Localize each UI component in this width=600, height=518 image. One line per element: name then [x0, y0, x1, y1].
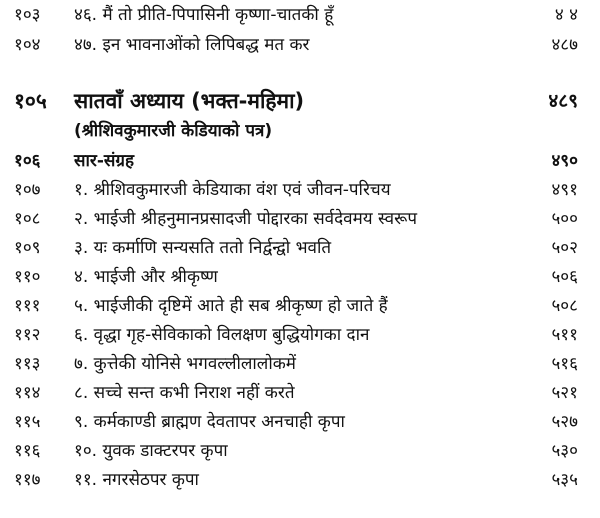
toc-entry	[0, 31, 600, 59]
entry-number: ११२	[14, 325, 41, 345]
entry-number: १०६	[14, 151, 41, 171]
chapter-heading	[0, 87, 600, 115]
toc-entry	[0, 321, 600, 349]
entry-number: १०४	[14, 35, 41, 55]
entry-title: ४६. मैं तो प्रीति-पिपासिनी कृष्णा-चातकी हूँ	[74, 5, 334, 25]
entry-page: ४९०	[551, 151, 578, 171]
entry-page: ४ ४	[554, 5, 578, 25]
entry-title: ६. वृद्धा गृह-सेविकाको विलक्षण बुद्धियोगका दान	[74, 325, 370, 345]
toc-entry	[0, 437, 600, 465]
toc-entry	[0, 466, 600, 494]
entry-title: १०. युवक डाक्टरपर कृपा	[74, 441, 228, 461]
entry-title: ७. कुत्तेकी योनिसे भगवल्लीलालोकमें	[74, 354, 296, 374]
entry-number: ११४	[14, 383, 41, 403]
toc-entry	[0, 205, 600, 233]
entry-number: १११	[14, 296, 41, 316]
entry-page: ५०६	[551, 267, 578, 287]
entry-page: ५३५	[551, 470, 578, 490]
toc-entry	[0, 350, 600, 378]
entry-page: ५३०	[551, 441, 578, 461]
toc-entry	[0, 147, 600, 175]
toc-entry	[0, 234, 600, 262]
toc-entry	[0, 379, 600, 407]
entry-title: ५. भाईजीकी दृष्टिमें आते ही सब श्रीकृष्ण हो जाते हैं	[74, 296, 388, 316]
entry-number: १०३	[14, 5, 41, 25]
toc-entry	[0, 1, 600, 29]
entry-number: ११६	[14, 441, 41, 461]
entry-page: ४८९	[548, 90, 578, 112]
entry-title: ११. नगरसेठपर कृपा	[74, 470, 199, 490]
entry-page: ५१६	[551, 354, 578, 374]
toc-entry	[0, 292, 600, 320]
entry-page: ४९१	[551, 180, 578, 200]
entry-number: १०७	[14, 180, 41, 200]
entry-title: ८. सच्चे सन्त कभी निराश नहीं करते	[74, 383, 295, 403]
entry-number: १०५	[14, 89, 47, 113]
entry-title: ४. भाईजी और श्रीकृष्ण	[74, 267, 218, 287]
entry-page: ५११	[551, 325, 578, 345]
entry-number: ११०	[14, 267, 41, 287]
entry-number: ११७	[14, 470, 41, 490]
entry-page: ५००	[551, 209, 578, 229]
entry-title: ३. यः कर्माणि सन्यसति ततो निर्द्वन्द्वो भवति	[74, 238, 332, 258]
entry-page: ५२७	[551, 412, 578, 432]
entry-title: सार-संग्रह	[74, 151, 135, 171]
chapter-subtitle-text: (श्रीशिवकुमारजी केडियाको पत्र)	[74, 121, 273, 141]
entry-title: १. श्रीशिवकुमारजी केडियाका वंश एवं जीवन-परिचय	[74, 180, 391, 200]
entry-number: १०८	[14, 209, 41, 229]
entry-page: ५२१	[551, 383, 578, 403]
entry-title: २. भाईजी श्रीहनुमानप्रसादजी पोद्दारका सर्वदेवमय स्वरूप	[74, 209, 417, 229]
entry-title: ४७. इन भावनाओंको लिपिबद्ध मत कर	[74, 35, 310, 55]
chapter-title: सातवाँ अध्याय (भक्त-महिमा)	[74, 89, 305, 113]
toc-entry	[0, 263, 600, 291]
entry-number: ११५	[14, 412, 41, 432]
entry-page: ५०२	[551, 238, 578, 258]
entry-number: ११३	[14, 354, 41, 374]
entry-page: ५०८	[551, 296, 578, 316]
entry-title: ९. कर्मकाण्डी ब्राह्मण देवतापर अनचाही कृपा	[74, 412, 345, 432]
chapter-subtitle	[0, 117, 600, 145]
entry-number: १०९	[14, 238, 41, 258]
toc-entry	[0, 408, 600, 436]
entry-page: ४८७	[551, 35, 578, 55]
toc-entry	[0, 176, 600, 204]
